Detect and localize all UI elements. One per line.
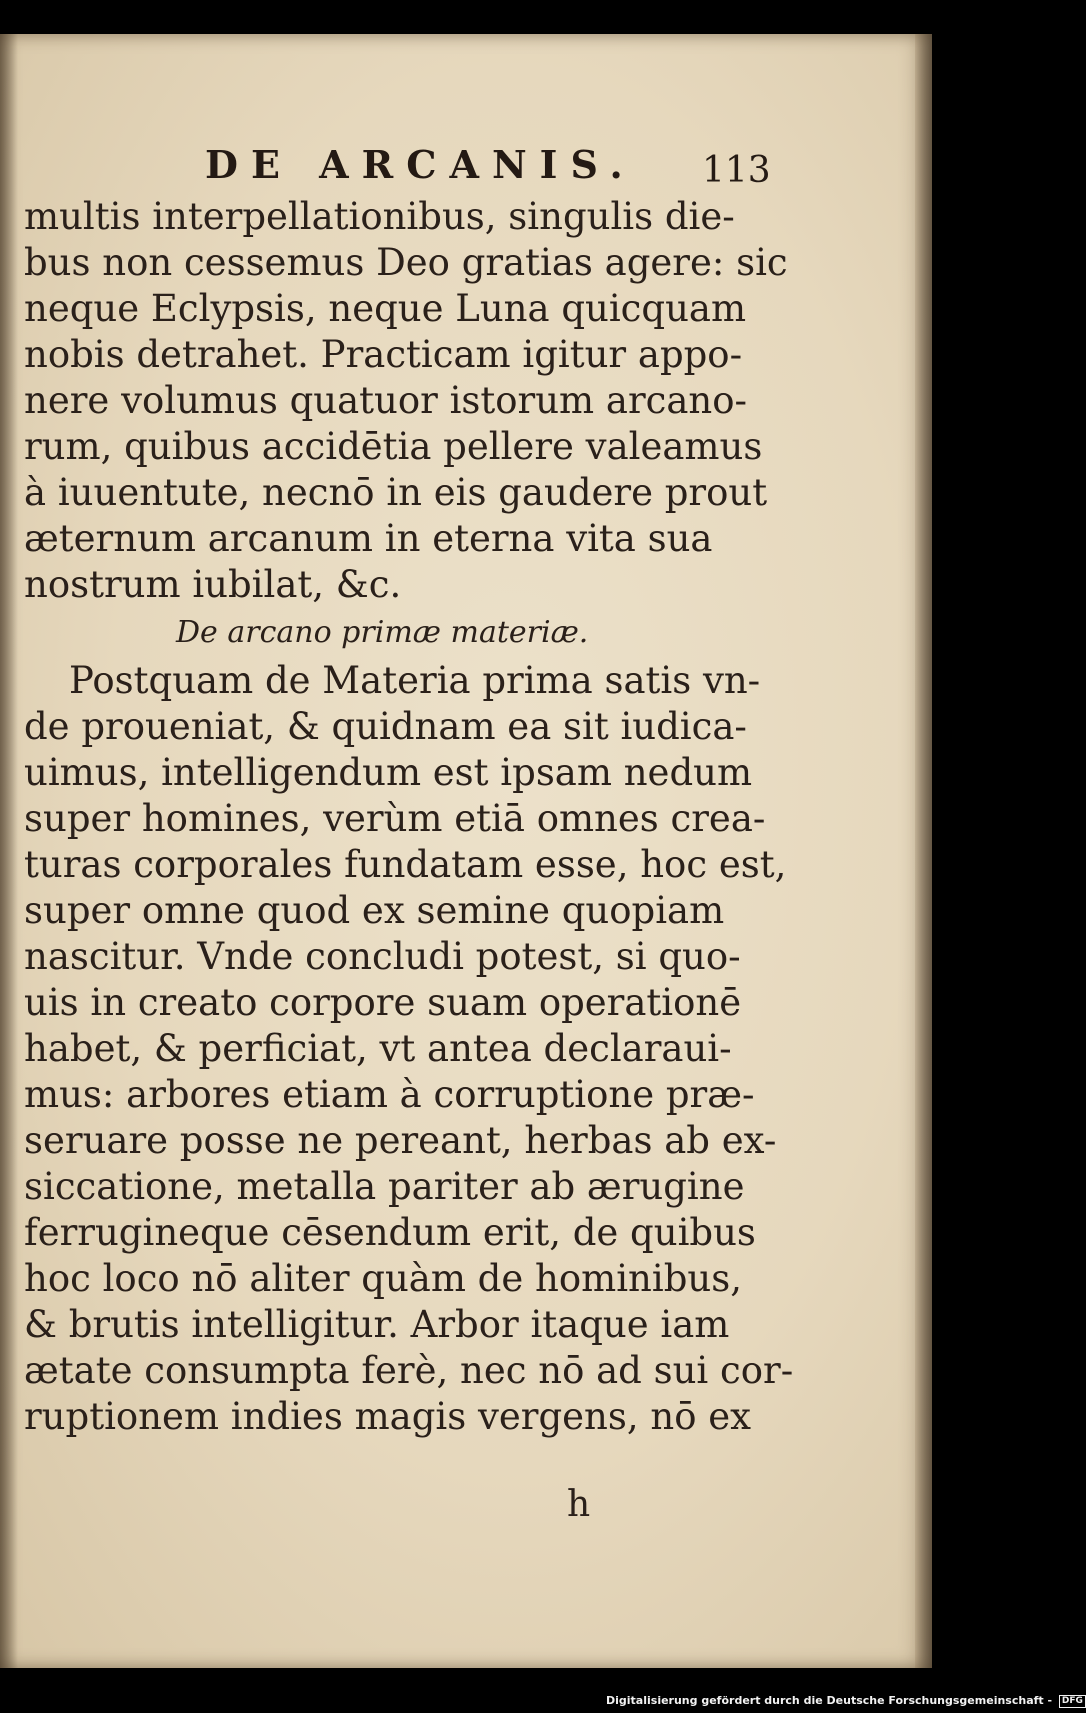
text-line: mus: arbores etiam à corruptione præ- [24,1073,755,1116]
text-line: nere volumus quatuor istorum arcano- [24,379,748,422]
digitization-credit [606,1694,1086,1708]
text-line: ruptionem indies magis vergens, nō ex [24,1395,752,1438]
page-body [24,194,794,1440]
text-line: hoc loco nō aliter quàm de hominibus, [24,1257,742,1300]
text-line: ferrugineque cēsendum erit, de quibus [24,1211,756,1254]
text-line: uimus, intelligendum est ipsam nedum [24,751,753,794]
text-line: multis interpellationibus, singulis die- [24,195,735,238]
running-head: DE ARCANIS. [205,142,636,187]
text-line: super omne quod ex semine quopiam [24,889,725,932]
text-line: rum, quibus accidētia pellere valeamus [24,425,763,468]
text-line: à iuuentute, necnō in eis gaudere prout [24,471,768,514]
text-line: æternum arcanum in eterna vita sua [24,517,713,560]
text-line: ætate consumpta ferè, nec nō ad sui cor- [24,1349,794,1392]
text-line: & brutis intelligitur. Arbor itaque iam [24,1303,730,1346]
text-line: siccatione, metalla pariter ab ærugine [24,1165,745,1208]
text-line: neque Eclypsis, neque Luna quicquam [24,287,747,330]
text-line: uis in creato corpore suam operationē [24,981,742,1024]
dfg-logo: DFG [1059,1695,1086,1708]
credit-text: Digitalisierung gefördert durch die Deutsche Forschungsgemeinschaft - [606,1694,1053,1707]
text-line: nobis detrahet. Practicam igitur appo- [24,333,743,376]
section-heading: De arcano primæ materiæ. [176,615,589,650]
text-line: habet, & perficiat, vt antea declaraui- [24,1027,732,1070]
page-gutter-shadow [0,34,18,1668]
text-line: nostrum iubilat, &c. [24,563,402,606]
text-line: Postquam de Materia prima satis vn- [69,659,761,702]
text-line: turas corporales fundatam esse, hoc est, [24,843,787,886]
text-line: nascitur. Vnde concludi potest, si quo- [24,935,741,978]
page-edge-shadow [915,34,932,1668]
text-line: super homines, verùm etiā omnes crea- [24,797,766,840]
catchword: h [567,1484,591,1525]
page-number: 113 [702,150,771,191]
text-line: bus non cessemus Deo gratias agere: sic [24,241,788,284]
text-line: seruare posse ne pereant, herbas ab ex- [24,1119,777,1162]
text-line: de proueniat, & quidnam ea sit iudica- [24,705,747,748]
